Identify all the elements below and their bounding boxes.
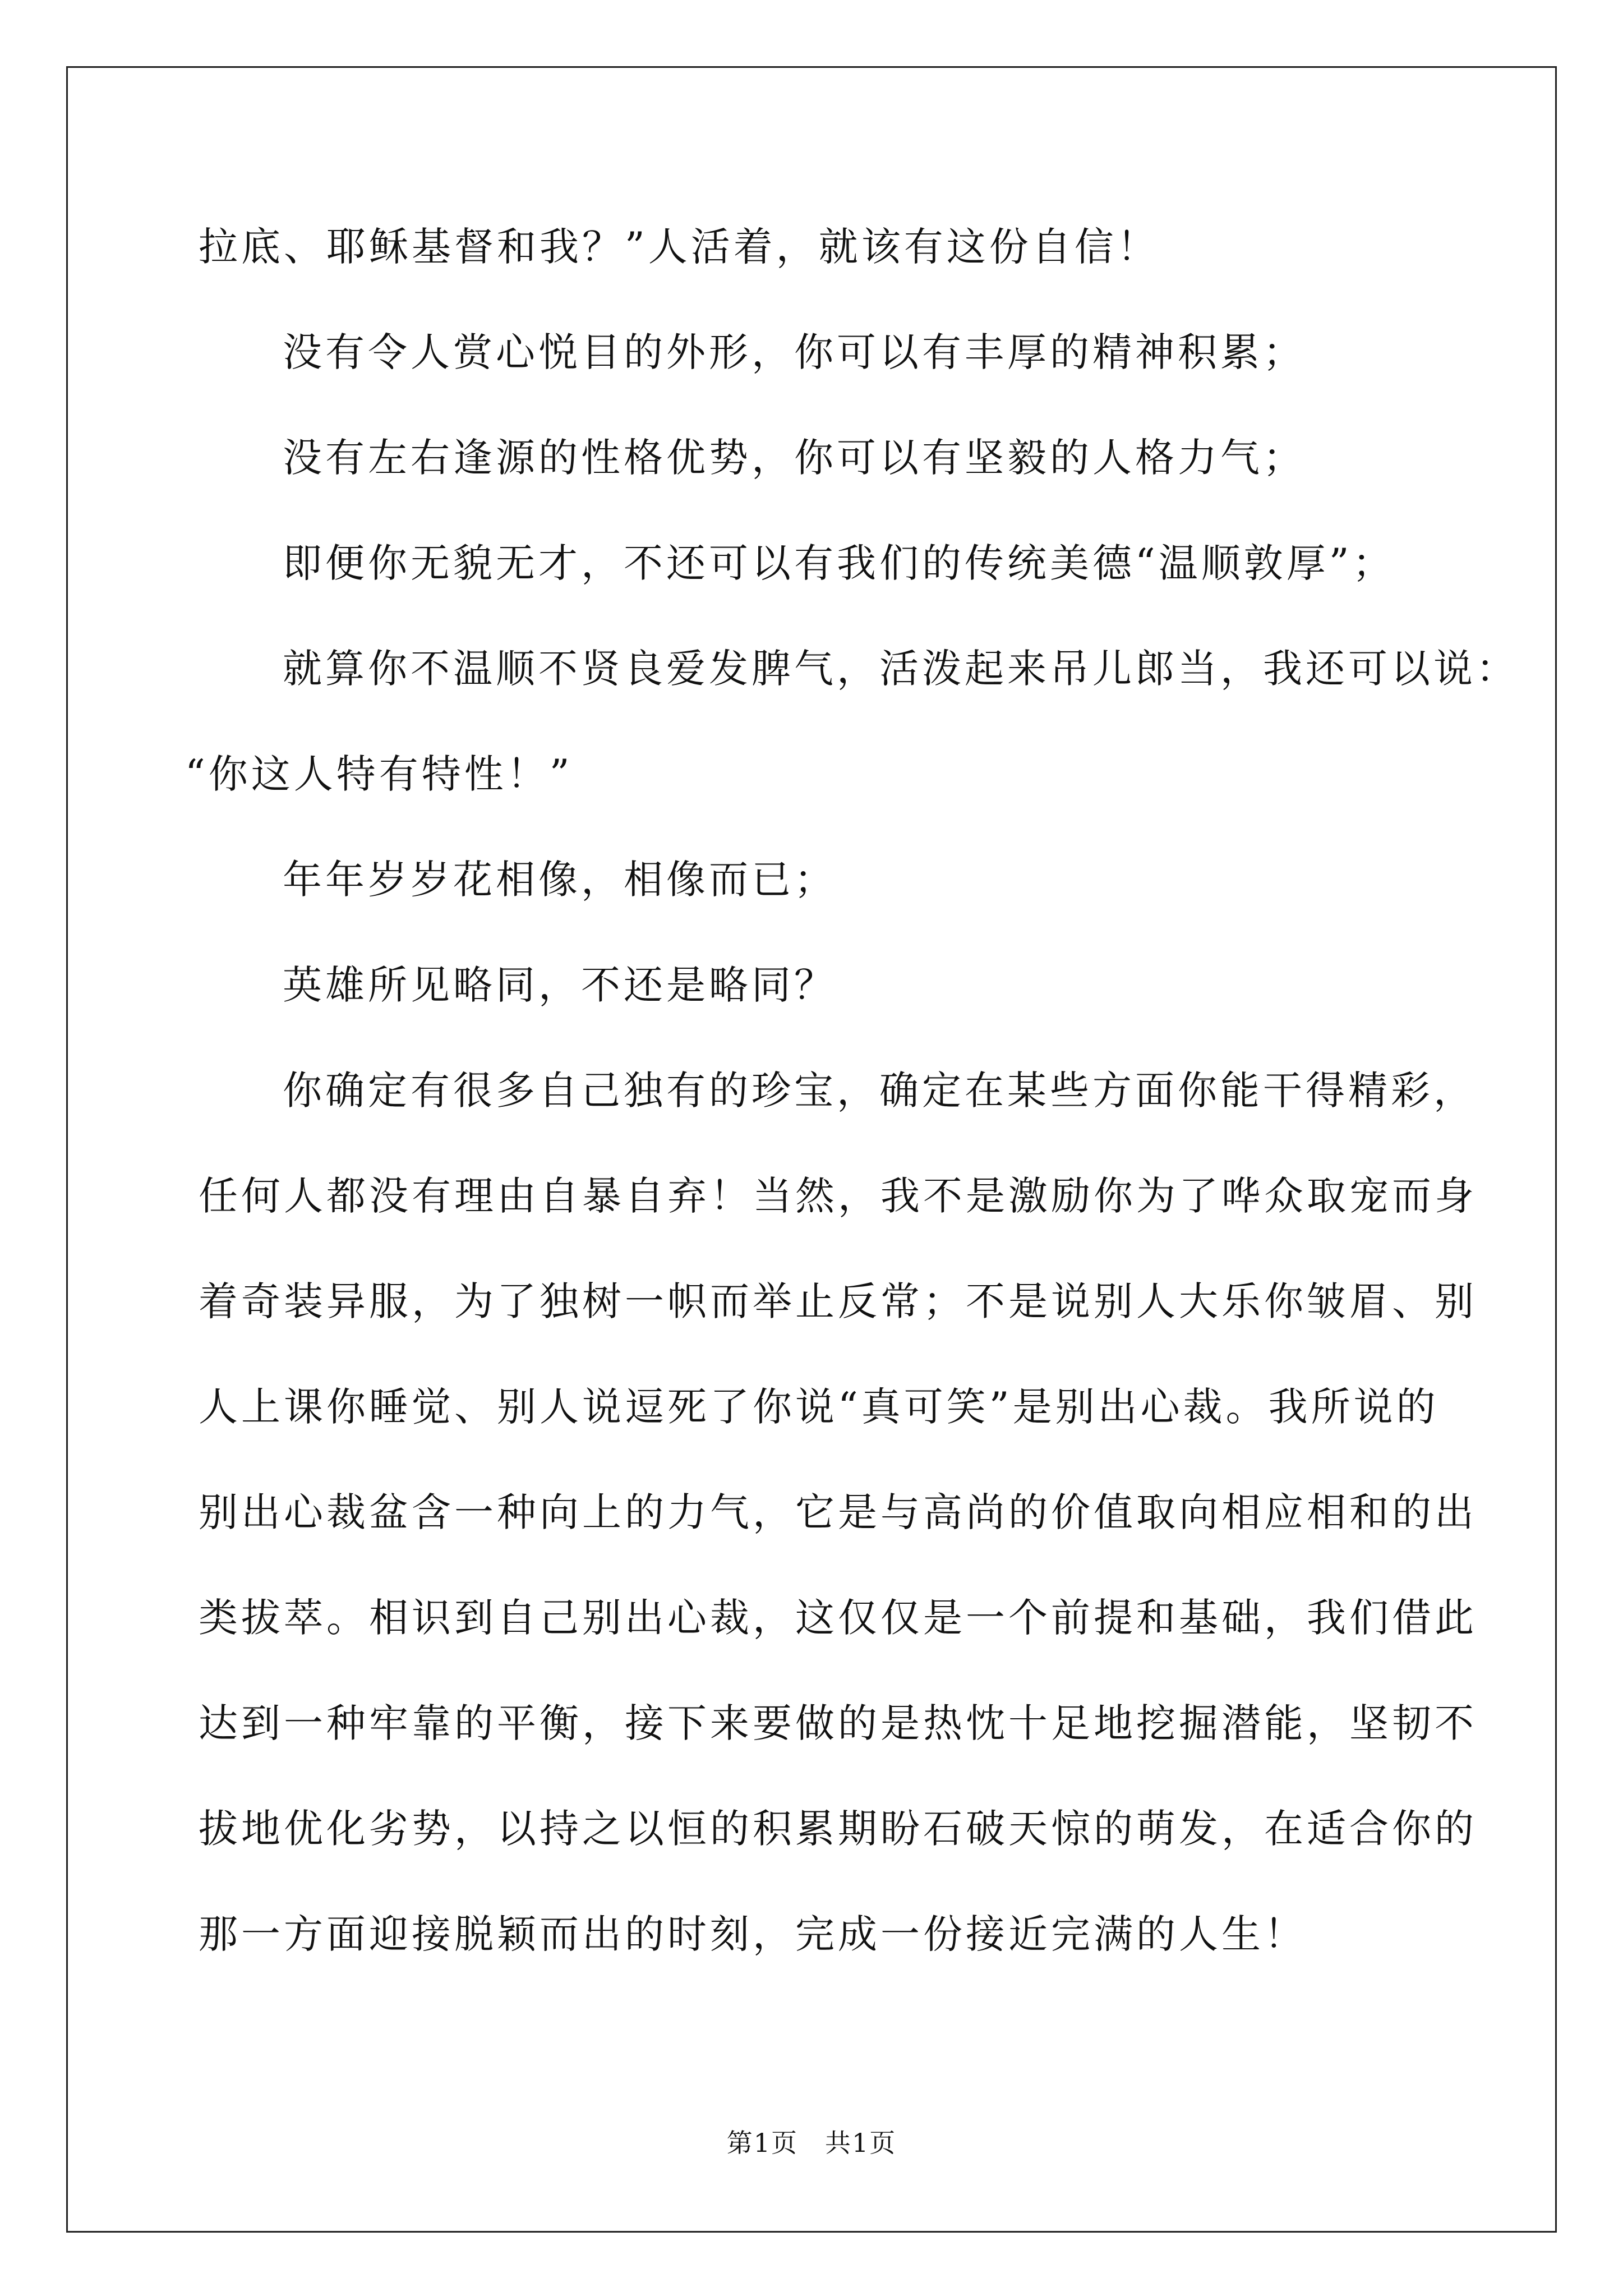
text-line: 那一方面迎接脱颖而出的时刻，完成一份接近完满的人生！ — [199, 1911, 1307, 1957]
text-line: 即便你无貌无才，不还可以有我们的传统美德“温顺敦厚”； — [283, 540, 1395, 586]
page-number-footer: 第1页 共1页 — [726, 2128, 897, 2158]
text-line: 英雄所见略同，不还是略同？ — [283, 962, 837, 1008]
text-line: 达到一种牢靠的平衡，接下来要做的是热忱十足地挖掘潜能，坚韧不 — [199, 1700, 1477, 1746]
text-line: 年年岁岁花相像，相像而已； — [283, 857, 837, 903]
text-line: 拉底、耶稣基督和我？”人活着，就该有这份自信！ — [199, 224, 1160, 270]
text-line: 别出心裁盆含一种向上的力气，它是与高尚的价值取向相应相和的出 — [199, 1489, 1477, 1535]
text-line: 着奇装异服，为了独树一帜而举止反常；不是说别人大乐你皱眉、别 — [199, 1278, 1477, 1324]
text-line: 没有令人赏心悦目的外形，你可以有丰厚的精神积累； — [283, 329, 1306, 375]
text-line: “你这人特有特性！” — [185, 751, 573, 797]
text-line: 类拔萃。相识到自己别出心裁，这仅仅是一个前提和基础，我们借此 — [199, 1595, 1477, 1641]
text-line: 人上课你睡觉、别人说逗死了你说“真可笑”是别出心裁。我所说的 — [199, 1384, 1439, 1430]
text-line: 拔地优化劣势，以持之以恒的积累期盼石破天惊的萌发，在适合你的 — [199, 1806, 1477, 1852]
text-line: 就算你不温顺不贤良爱发脾气，活泼起来吊儿郎当，我还可以说： — [283, 646, 1519, 692]
text-line: 任何人都没有理由自暴自弃！当然，我不是激励你为了哗众取宠而身 — [199, 1173, 1477, 1219]
text-line: 没有左右逢源的性格优势，你可以有坚毅的人格力气； — [283, 435, 1306, 481]
text-line: 你确定有很多自己独有的珍宝，确定在某些方面你能干得精彩， — [283, 1068, 1476, 1114]
